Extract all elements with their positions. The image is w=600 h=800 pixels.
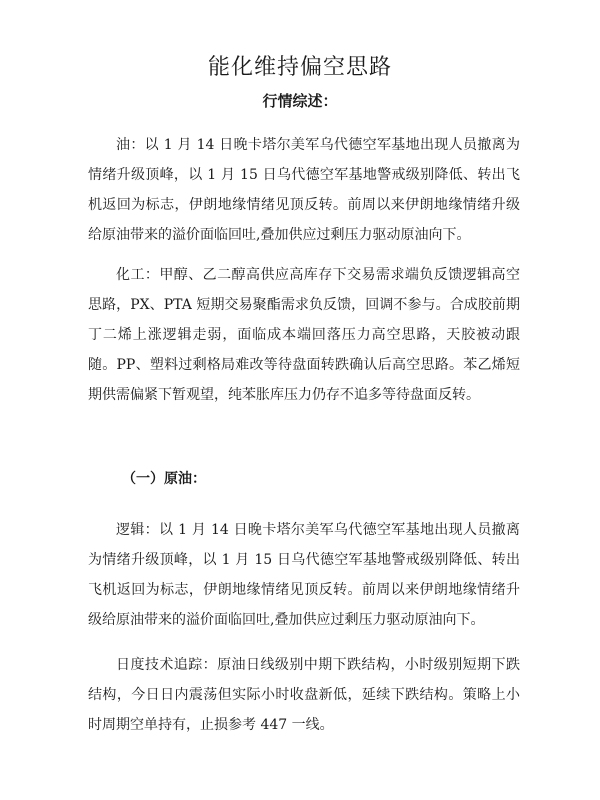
document-title: 能化维持偏空思路 [207,55,392,80]
summary-oil-paragraph: 油：以 1 月 14 日晚卡塔尔美军乌代德空军基地出现人员撤离为情绪升级顶峰，以 1 月 15 日乌代德空军基地警戒级别降低、转出飞机返回为标志，伊朗地缘情绪见顶反转。前周以来伊朗地缘情绪升级给原油带来的溢价面临回吐,叠加供应过剩压力驱动原油向下。 [88,137,520,243]
crude-oil-technical-paragraph: 日度技术追踪：原油日线级别中期下跌结构，小时级别短期下跌结构，今日日内震荡但实际小时收盘新低，延续下跌结构。策略上小时周期空单持有，止损参考 447 一线。 [88,657,520,733]
summary-chemical-paragraph: 化工：甲醇、乙二醇高供应高库存下交易需求端负反馈逻辑高空思路，PX、PTA 短期交易聚酯需求负反馈，回调不参与。合成胶前期丁二烯上涨逻辑走弱，面临成本端回落压力高空思路，天胶被动跟随。PP、塑料过剩格局难改等待盘面转跌确认后高空思路。苯乙烯短期供需偏紧下暂观望，纯苯胀库压力仍存不追多等待盘面反转。 [88,267,520,403]
document-subtitle: 行情综述： [262,92,338,110]
crude-oil-logic-paragraph: 逻辑：以 1 月 14 日晚卡塔尔美军乌代德空军基地出现人员撤离为情绪升级顶峰，以 1 月 15 日乌代德空军基地警戒级别降低、转出飞机返回为标志，伊朗地缘情绪见顶反转。前周以来伊朗地缘情绪升级给原油带来的溢价面临回吐,叠加供应过剩压力驱动原油向下。 [88,522,520,628]
section-heading-crude-oil: （一）原油： [122,471,206,487]
